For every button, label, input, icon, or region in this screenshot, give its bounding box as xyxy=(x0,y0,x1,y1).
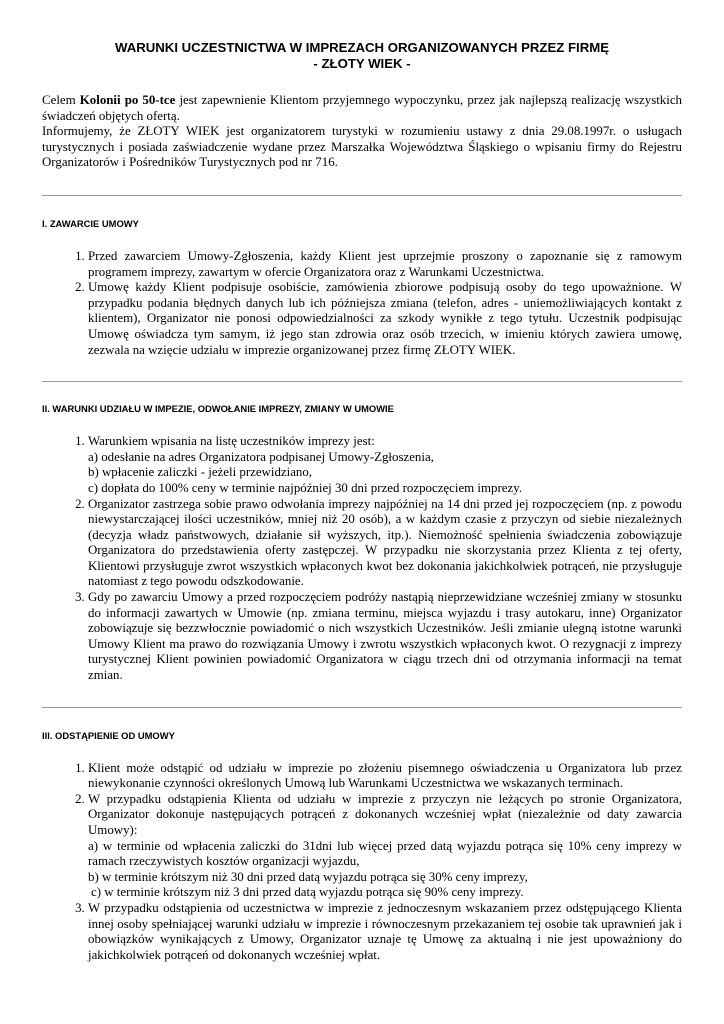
list-item-intro: 2. W przypadku odstąpienia Klienta od udziału w imprezie z przyczyn nie leżących po stronie Organizatora, Organizator dokonuje następujących potrąceń z dokonanych wcześniej wpłat (niezależnie od daty zawarcia Umowy): xyxy=(88,791,682,837)
list-subitem: a) w terminie od wpłacenia zaliczki do 31dni lub więcej przed datą wyjazdu potrąca się 10% ceny imprezy w ramach rzeczywistych kosztów organizacji wyjazdu, xyxy=(88,838,682,869)
list-subitem: c) w terminie krótszym niż 3 dni przed datą wyjazdu potrąca się 90% ceny imprezy. xyxy=(91,885,524,900)
list-item: 3. W przypadku odstąpienia od uczestnictwa w imprezie z jednoczesnym wskazaniem przez odstępującego Klienta innej osoby spełniającej warunki udziału w imprezie i równoczesnym przekazaniem tej osobie tak uprawnień jak i obowiązków wynikających z Umowy, Organizator uznaje tę Umowę za aktualną i nie jest upoważniony do jakichkolwiek potrąceń od dokonanych wcześniej wpłat. xyxy=(88,901,682,963)
section-1-list xyxy=(42,249,682,358)
list-subitem: c) dopłata do 100% ceny w terminie najpóźniej 30 dni przed rozpoczęciem imprezy. xyxy=(88,480,523,495)
separator xyxy=(42,381,682,382)
list-item: 3. Gdy po zawarciu Umowy a przed rozpoczęciem podróży nastąpią nieprzewidziane wcześniej zmiany w stosunku do informacji zawartych w Umowie (np. zmiana terminu, miejsca wyjazdu i trasy autokaru, inne) Organizator zobowiązuje się bezzwłocznie powiadomić o nich wszystkich Uczestników. Jeśli zmianie ulegną istotne warunki Umowy Klient ma prawo do rozwiązania Umowy i zwrotu wszystkich wpłaconych kwot. O rezygnacji z imprezy turystycznej Klient powinien powiadomić Organizatora w ciągu trzech dni od otrzymania informacji na temat zmian. xyxy=(88,590,682,684)
intro-text: Celem xyxy=(42,93,80,107)
intro-paragraph-2: Informujemy, że ZŁOTY WIEK jest organizatorem turystyki w rozumieniu ustawy z dnia 29.08.1997r. o usługach turystycznych i posiada zaświadczenie wydane przez Marszałka Województwa Śląskiego o wpisaniu firmy do Rejestru Organizatorów i Pośredników Turystycznych pod nr 716. xyxy=(42,124,682,170)
list-item: 1. Przed zawarciem Umowy-Zgłoszenia, każdy Klient jest uprzejmie proszony o zapoznanie się z ramowym programem imprezy, zawartym w ofercie Organizatora oraz z Warunkami Uczestnictwa. xyxy=(88,249,682,280)
list-item: 2. Umowę każdy Klient podpisuje osobiście, zamówienia zbiorowe podpisują osoby do tego upoważnione. W przypadku podania błędnych danych lub ich późniejsza zmiana (telefon, adres - uniemożliwiających kontakt z klientem), Organizator nie ponosi odpowiedzialności za szkody wynikłe z tego tytułu. Uczestnik podpisując Umowę oświadcza tym samym, iż jego stan zdrowia oraz osób trzecich, w imieniu których zawiera umowę, zezwala na wzięcie udziału w imprezie organizowanej przez firmę ZŁOTY WIEK. xyxy=(88,280,682,358)
list-item xyxy=(88,434,682,496)
title-line-2: - ZŁOTY WIEK - xyxy=(313,56,411,71)
section-2-list xyxy=(42,434,682,684)
list-subitem: b) wpłacenie zaliczki - jeżeli przewidziano, xyxy=(88,465,313,480)
section-3-list xyxy=(42,761,682,964)
list-item xyxy=(88,792,682,901)
list-item-intro: 1. Warunkiem wpisania na listę uczestników imprezy jest: xyxy=(88,434,375,449)
section-2-title: II. WARUNKI UDZIAŁU W IMPEZIE, ODWOŁANIE IMPREZY, ZMIANY W UMOWIE xyxy=(42,403,394,415)
section-1-title: I. ZAWARCIE UMOWY xyxy=(42,217,139,229)
list-item: 1. Klient może odstąpić od udziału w imprezie po złożeniu pisemnego oświadczenia u Organizatora lub przez niewykonanie czynności określonych Umową lub Warunkami Uczestnictwa we wskazanych terminach. xyxy=(88,761,682,792)
list-item: 2. Organizator zastrzega sobie prawo odwołania imprezy najpóźniej na 14 dni przed jej rozpoczęciem (np. z powodu niewystarczającej ilości uczestników, mniej niż 20 osób), a w każdym czasie z przyczyn od siebie niezależnych (decyzja władz państwowych, działanie sił wyższych, itp.). Niemożność spełnienia świadczenia zobowiązuje Organizatora do przedstawienia oferty zastępczej. W przypadku nie skorzystania przez Klienta z tej oferty, Klientowi przysługuje zwrot wszystkich wpłaconych kwot bez dokonania jakichkolwiek potrąceń, nie przysługuje natomiast z tego powodu odszkodowanie. xyxy=(88,497,682,591)
separator xyxy=(42,707,682,708)
document-title xyxy=(42,40,682,72)
intro-paragraph-1 xyxy=(42,93,682,124)
intro-text-cont: jest zapewnienie Klientom przyjemnego wypoczynku, przez jak najlepszą realizację wszystkich świadczeń objętych ofertą. xyxy=(42,93,683,123)
intro-bold-name: Kolonii po 50-tce xyxy=(79,93,176,107)
title-line-1: WARUNKI UCZESTNICTWA W IMPREZACH ORGANIZOWANYCH PRZEZ FIRMĘ xyxy=(114,40,609,55)
list-subitem: b) w terminie krótszym niż 30 dni przed datą wyjazdu potrąca się 30% ceny imprezy, xyxy=(88,869,528,884)
section-3-title: III. ODSTĄPIENIE OD UMOWY xyxy=(42,729,175,741)
intro xyxy=(42,93,682,171)
list-subitem: a) odesłanie na adres Organizatora podpisanej Umowy-Zgłoszenia, xyxy=(88,449,434,464)
separator xyxy=(42,195,682,196)
